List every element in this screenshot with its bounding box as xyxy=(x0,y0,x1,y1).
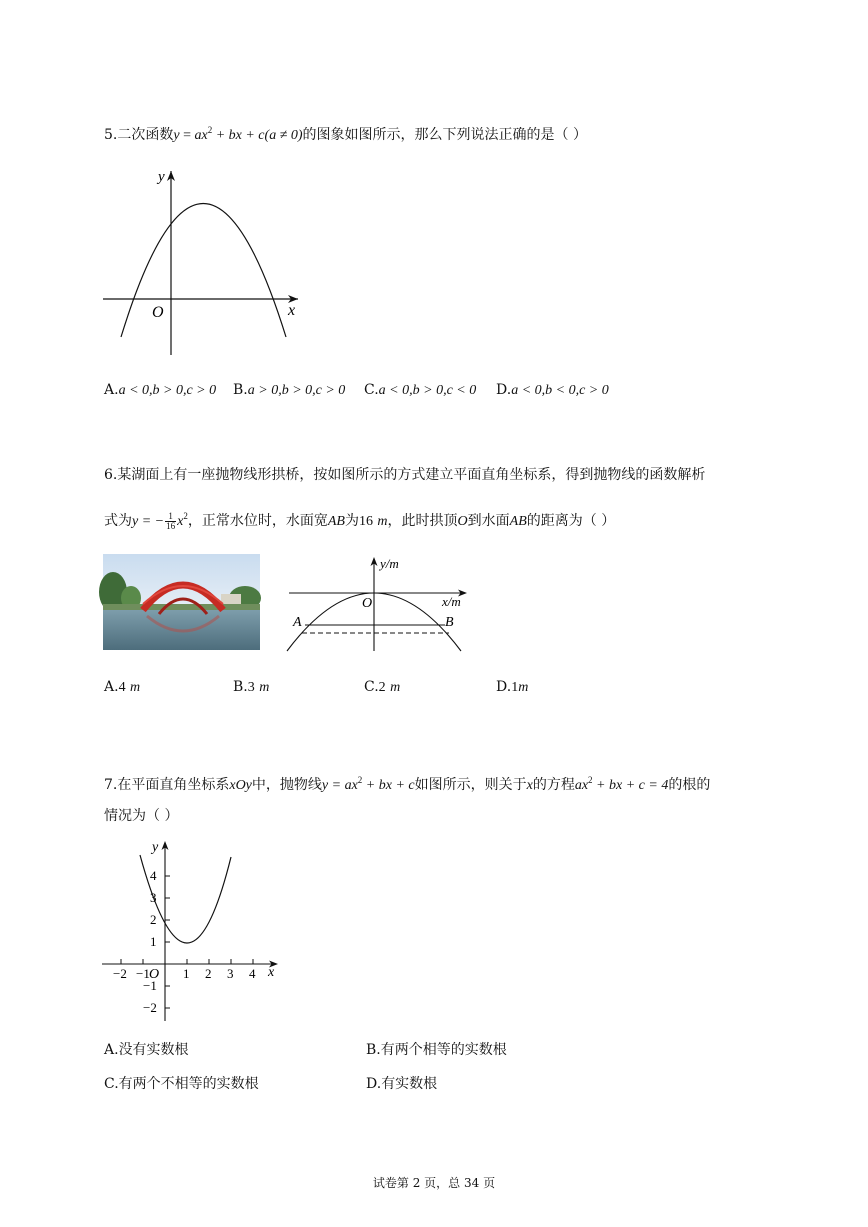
q6-stem-line1: 6.某湖面上有一座抛物线形拱桥，按如图所示的方式建立平面直角坐标系，得到抛物线的函数解析 xyxy=(104,467,706,483)
q7-ylabel-2: 2 xyxy=(150,912,157,927)
q7-option-b xyxy=(366,1040,507,1060)
q6-width-value: 16 xyxy=(358,514,373,529)
q5-option-d-label: D. xyxy=(496,382,512,398)
q5-option-b xyxy=(233,380,345,401)
q7-parabola-graph xyxy=(100,835,285,1025)
q7-x: x xyxy=(526,778,533,793)
q5-x-label: x xyxy=(288,302,296,319)
question-5-stem xyxy=(104,120,587,146)
q7-option-c xyxy=(104,1074,259,1094)
q6-arch-graph xyxy=(285,555,475,655)
q6-formula-y: y = − xyxy=(132,514,165,529)
q6-point-b: B xyxy=(445,615,454,630)
q6-x-label: x/m xyxy=(442,594,461,609)
q7-formula-sq: 2 xyxy=(357,775,363,785)
q6-frac-num: 1 xyxy=(165,512,176,522)
q7-ylabel-m2: −2 xyxy=(143,1000,157,1015)
q5-option-c-text: a < 0,b > 0,c < 0 xyxy=(378,383,477,398)
q5-y-label: y xyxy=(158,169,165,185)
q5-option-a xyxy=(104,380,216,401)
q6-stem-line2 xyxy=(104,506,615,532)
q7-xoy: xOy xyxy=(229,778,252,793)
q7-ylabel-1: 1 xyxy=(150,934,157,949)
q6-ab-2: AB xyxy=(509,514,527,529)
q6-text-f: 的距离为（ ） xyxy=(526,513,616,529)
q5-option-a-text: a < 0,b > 0,c > 0 xyxy=(118,383,217,398)
q7-option-d xyxy=(366,1074,437,1094)
page-footer: 试卷第 2 页，总 34 页 xyxy=(372,1176,496,1190)
q5-formula-sq: 2 xyxy=(207,125,213,135)
q7-formula-rest: + bx + c xyxy=(362,778,415,793)
q6-width-unit: m xyxy=(377,514,388,529)
q7-text-a: 7.在平面直角坐标系 xyxy=(104,777,230,793)
q7-option-b-text: 有两个相等的实数根 xyxy=(380,1042,507,1058)
q7-option-a-text: 没有实数根 xyxy=(118,1042,189,1058)
q5-formula-rest: + bx + c(a ≠ 0) xyxy=(212,128,303,143)
q6-fraction xyxy=(165,512,176,531)
q6-text-c: 为 xyxy=(344,513,359,529)
q6-option-c-value: 2 xyxy=(378,680,386,695)
q6-option-c-label: C. xyxy=(364,679,379,695)
q6-bridge-photo xyxy=(103,554,260,650)
q6-option-a xyxy=(104,677,140,698)
q6-ab: AB xyxy=(327,514,345,529)
q7-xlabel-1: 1 xyxy=(183,966,190,981)
q6-y-label: y/m xyxy=(380,556,399,571)
q7-equation-sq: 2 xyxy=(588,775,593,785)
q7-xlabel-2: 2 xyxy=(205,966,212,981)
q6-frac-den: 16 xyxy=(166,520,176,531)
q5-option-c xyxy=(364,380,476,401)
q5-suffix: 的图象如图所示，那么下列说法正确的是（ ） xyxy=(302,127,587,143)
q7-text-c: 如图所示，则关于 xyxy=(414,777,527,793)
q6-text-a: 式为 xyxy=(104,513,132,529)
q7-y-label: y xyxy=(152,840,159,855)
q6-option-d-value: 1 xyxy=(511,680,519,695)
q7-ylabel-3: 3 xyxy=(150,890,157,905)
q7-option-a xyxy=(104,1040,189,1060)
q6-option-d-unit: m xyxy=(518,680,529,695)
q6-option-a-label: A. xyxy=(104,679,119,695)
q7-option-d-label: D. xyxy=(366,1076,382,1092)
q6-option-b xyxy=(233,677,269,698)
q6-option-a-unit: m xyxy=(130,680,141,695)
q5-option-c-label: C. xyxy=(364,382,379,398)
q6-option-c-unit: m xyxy=(390,680,401,695)
q7-option-b-label: B. xyxy=(366,1042,381,1058)
q6-option-d-label: D. xyxy=(496,679,512,695)
q6-option-a-value: 4 xyxy=(118,680,126,695)
q7-formula: y = ax xyxy=(321,778,358,793)
q7-text-d: 的方程 xyxy=(532,777,575,793)
q7-text-e: 的根的 xyxy=(668,777,711,793)
q5-option-b-text: a > 0,b > 0,c > 0 xyxy=(247,383,346,398)
q6-option-c xyxy=(364,677,400,698)
q5-option-a-label: A. xyxy=(104,382,119,398)
q5-option-d xyxy=(496,380,609,401)
q6-o: O xyxy=(457,514,468,529)
q7-stem-line2: 情况为（ ） xyxy=(104,808,179,824)
q5-formula-ax: ax xyxy=(194,128,208,143)
q7-xlabel-4: 4 xyxy=(249,966,256,981)
q5-origin-label: O xyxy=(152,304,164,321)
q7-option-d-text: 有实数根 xyxy=(381,1076,438,1092)
q6-text-b: ，正常水位时，水面宽 xyxy=(187,513,328,529)
q6-formula-x: x xyxy=(177,514,184,529)
q6-formula-sq: 2 xyxy=(183,511,188,521)
q5-prefix: 5.二次函数 xyxy=(104,127,174,143)
q6-point-a: A xyxy=(293,615,302,630)
q6-origin-label: O xyxy=(362,596,373,611)
q7-xlabel-3: 3 xyxy=(227,966,234,981)
q7-equation: ax xyxy=(574,778,589,793)
q5-formula-y: y xyxy=(173,128,180,143)
q7-origin-label: O xyxy=(149,967,160,982)
q7-option-a-label: A. xyxy=(104,1042,119,1058)
q7-equation-rest: + bx + c = 4 xyxy=(592,778,669,793)
q7-x-label: x xyxy=(268,965,275,980)
q6-option-b-value: 3 xyxy=(247,680,255,695)
q5-curve xyxy=(121,204,286,338)
q5-option-b-label: B. xyxy=(233,382,248,398)
q6-text-d: ，此时拱顶 xyxy=(387,513,458,529)
q7-ylabel-4: 4 xyxy=(150,868,157,883)
q7-text-b: 中，抛物线 xyxy=(251,777,322,793)
q5-option-d-text: a < 0,b < 0,c > 0 xyxy=(511,383,609,398)
q6-text-e: 到水面 xyxy=(467,513,510,529)
q7-xlabel-m1: −1 xyxy=(136,966,150,981)
q6-option-d xyxy=(496,677,528,698)
q5-formula-eq: = xyxy=(179,128,195,143)
q6-option-b-unit: m xyxy=(259,680,270,695)
q7-xlabel-m2: −2 xyxy=(113,966,127,981)
q6-option-b-label: B. xyxy=(233,679,248,695)
q5-parabola-graph xyxy=(100,165,310,360)
q7-stem-line1 xyxy=(104,770,710,796)
q7-ylabel-m1: −1 xyxy=(143,978,157,993)
q7-option-c-label: C. xyxy=(104,1076,119,1092)
q7-option-c-text: 有两个不相等的实数根 xyxy=(118,1076,259,1092)
